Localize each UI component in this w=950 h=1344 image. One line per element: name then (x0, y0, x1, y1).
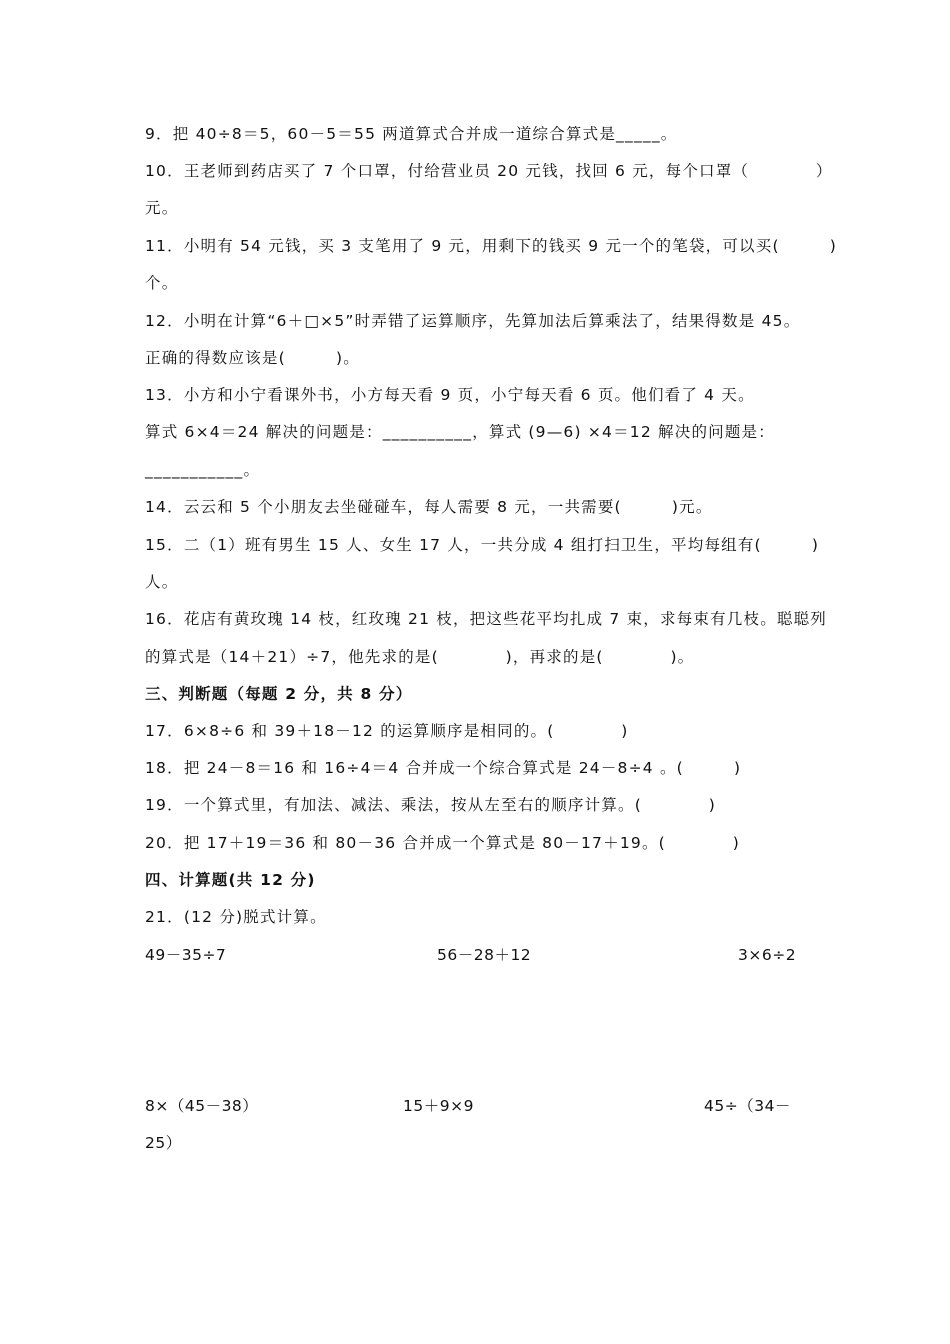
calc-item-wrap: 25） (145, 1134, 182, 1152)
question-9: 9．把 40÷8＝5，60－5＝55 两道算式合并成一道综合算式是_____。 (145, 125, 678, 143)
calc-item: 45÷（34－ (704, 1097, 791, 1115)
calc-item: 3×6÷2 (738, 946, 797, 964)
section-3-heading: 三、判断题（每题 2 分，共 8 分） (145, 685, 413, 703)
calc-item: 49－35÷7 (145, 946, 227, 964)
question-11: 11．小明有 54 元钱，买 3 支笔用了 9 元，用剩下的钱买 9 元一个的笔袋，可以买( ) (145, 237, 838, 255)
question-11-cont: 个。 (145, 274, 179, 292)
question-16-cont: 的算式是（14＋21）÷7，他先求的是( )，再求的是( )。 (145, 648, 695, 666)
question-18: 18．把 24－8＝16 和 16÷4＝4 合并成一个综合算式是 24－8÷4 。( ) (145, 759, 742, 777)
question-19: 19．一个算式里，有加法、减法、乘法，按从左至右的顺序计算。( ) (145, 796, 717, 814)
question-12-cont: 正确的得数应该是( )。 (145, 349, 360, 367)
question-13: 13．小方和小宁看课外书，小方每天看 9 页，小宁每天看 6 页。他们看了 4 天。 (145, 386, 755, 404)
question-10-cont: 元。 (145, 199, 179, 217)
question-21: 21．(12 分)脱式计算。 (145, 908, 327, 926)
question-10: 10．王老师到药店买了 7 个口罩，付给营业员 20 元钱，找回 6 元，每个口罩（ ） (145, 162, 833, 180)
question-12: 12．小明在计算“6＋□×5”时弄错了运算顺序，先算加法后算乘法了，结果得数是 45。 (145, 312, 801, 330)
question-17: 17．6×8÷6 和 39＋18－12 的运算顺序是相同的。( ) (145, 722, 629, 740)
question-15: 15．二（1）班有男生 15 人、女生 17 人，一共分成 4 组打扫卫生，平均每组有( ) (145, 536, 820, 554)
question-14: 14．云云和 5 个小朋友去坐碰碰车，每人需要 8 元，一共需要( )元。 (145, 498, 713, 516)
question-20: 20．把 17＋19＝36 和 80－36 合并成一个算式是 80－17＋19。( ) (145, 834, 740, 852)
question-13-line2: 算式 6×4＝24 解决的问题是：__________，算式 (9—6) ×4＝12 解决的问题是： (145, 423, 775, 441)
section-4-heading: 四、计算题(共 12 分) (145, 871, 316, 889)
calc-item: 56－28＋12 (437, 946, 532, 964)
calc-item: 8×（45－38） (145, 1097, 259, 1115)
question-16: 16．花店有黄玫瑰 14 枝，红玫瑰 21 枝，把这些花平均扎成 7 束，求每束有几枝。聪聪列 (145, 610, 827, 628)
question-13-line3: ___________。 (145, 461, 261, 479)
calc-item: 15＋9×9 (403, 1097, 474, 1115)
question-15-cont: 人。 (145, 573, 179, 591)
